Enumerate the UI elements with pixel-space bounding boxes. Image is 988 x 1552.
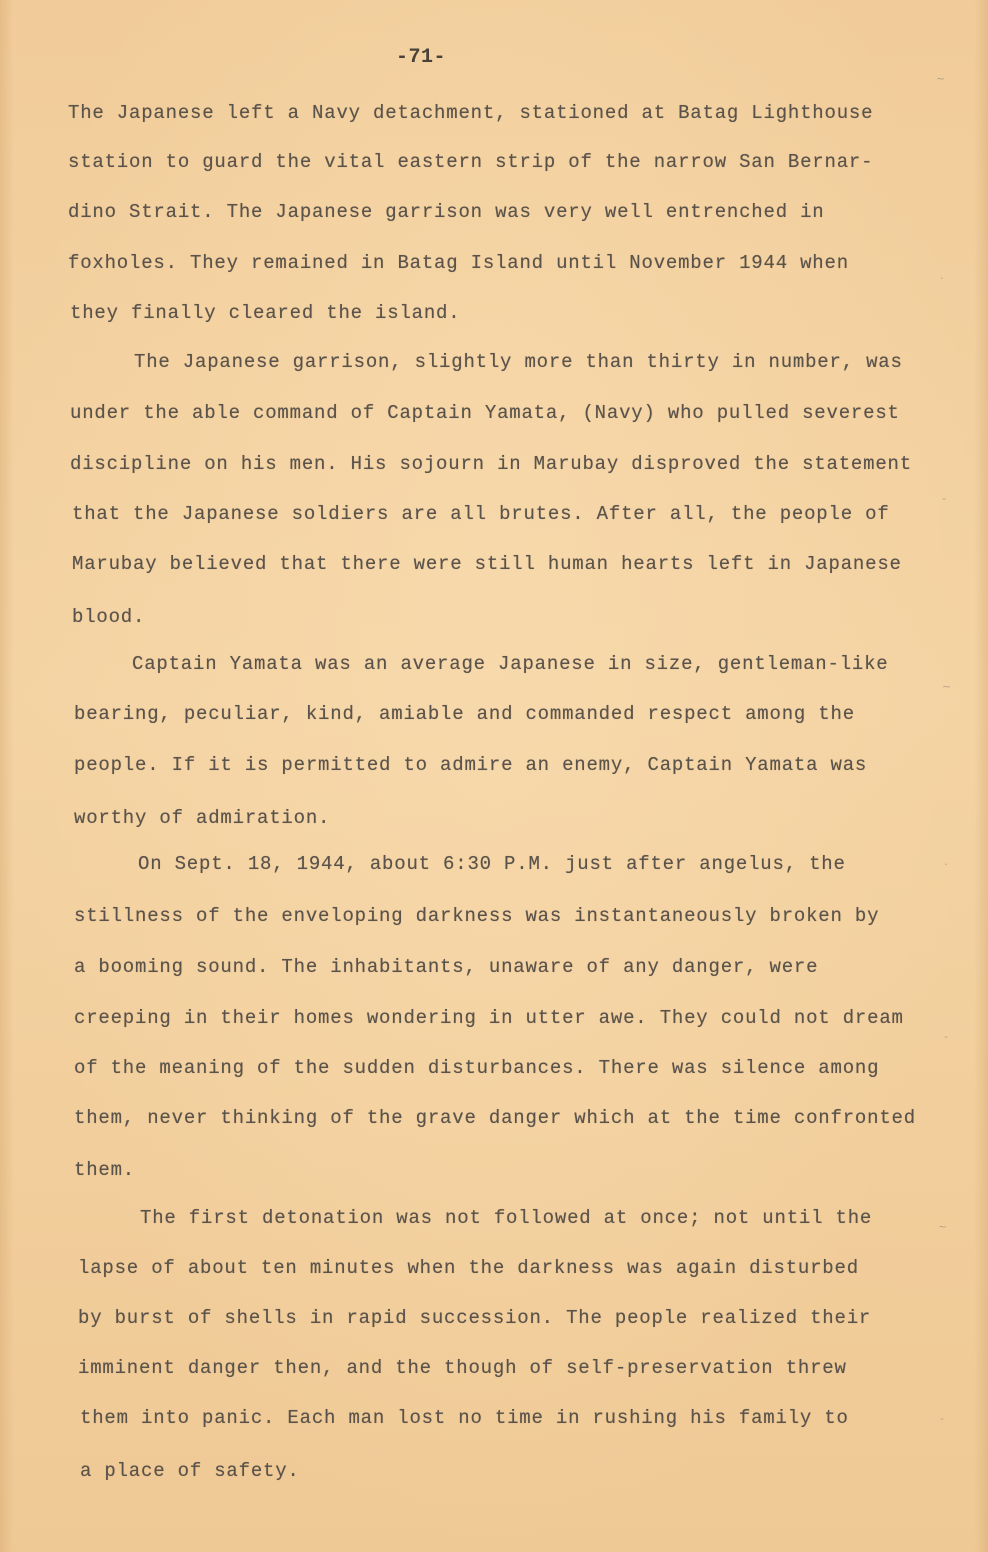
text-line: foxholes. They remained in Batag Island until November 1944 when <box>68 252 849 274</box>
text-line: under the able command of Captain Yamata, (Navy) who pulled severest <box>70 402 900 424</box>
text-line: stillness of the enveloping darkness was instantaneously broken by <box>74 905 880 927</box>
text-line: station to guard the vital eastern strip of the narrow San Bernar- <box>68 151 874 173</box>
margin-speck: ~ <box>942 680 952 693</box>
text-line: Captain Yamata was an average Japanese in size, gentleman-like <box>132 653 889 675</box>
text-line: imminent danger then, and the though of self-preservation threw <box>78 1357 847 1379</box>
margin-speck: ~ <box>938 1220 948 1233</box>
margin-speck: - <box>944 1030 948 1043</box>
text-line: of the meaning of the sudden disturbances. There was silence among <box>74 1057 880 1079</box>
text-line: them, never thinking of the grave danger which at the time confronted <box>74 1107 916 1129</box>
text-line: creeping in their homes wondering in utter awe. They could not dream <box>74 1007 904 1029</box>
text-line: The Japanese left a Navy detachment, stationed at Batag Lighthouse <box>68 102 874 124</box>
text-line: On Sept. 18, 1944, about 6:30 P.M. just after angelus, the <box>138 853 846 875</box>
text-line: them into panic. Each man lost no time in rushing his family to <box>80 1407 849 1429</box>
text-line: they finally cleared the island. <box>70 302 461 324</box>
text-line: blood. <box>72 606 146 628</box>
page-number: -71- <box>396 46 447 69</box>
text-line: them. <box>74 1159 136 1181</box>
text-line: discipline on his men. His sojourn in Marubay disproved the statement <box>70 453 912 475</box>
text-line: that the Japanese soldiers are all brutes. After all, the people of <box>72 503 890 525</box>
margin-speck: · <box>940 272 944 285</box>
text-line: lapse of about ten minutes when the darkness was again disturbed <box>78 1257 859 1279</box>
text-line: dino Strait. The Japanese garrison was very well entrenched in <box>68 201 825 223</box>
text-line: worthy of admiration. <box>74 807 331 829</box>
text-line: a place of safety. <box>80 1460 300 1482</box>
margin-speck: · <box>944 858 948 871</box>
text-line: Marubay believed that there were still human hearts left in Japanese <box>72 553 902 575</box>
text-line: a booming sound. The inhabitants, unaware of any danger, were <box>74 956 819 978</box>
text-line: The Japanese garrison, slightly more than thirty in number, was <box>134 351 903 373</box>
text-line: by burst of shells in rapid succession. The people realized their <box>78 1307 872 1329</box>
margin-speck: - <box>942 492 946 505</box>
text-line: The first detonation was not followed at once; not until the <box>140 1207 873 1229</box>
margin-speck: - <box>940 1412 944 1425</box>
text-line: people. If it is permitted to admire an enemy, Captain Yamata was <box>74 754 868 776</box>
text-line: bearing, peculiar, kind, amiable and commanded respect among the <box>74 703 855 725</box>
margin-speck: ~ <box>936 72 946 85</box>
